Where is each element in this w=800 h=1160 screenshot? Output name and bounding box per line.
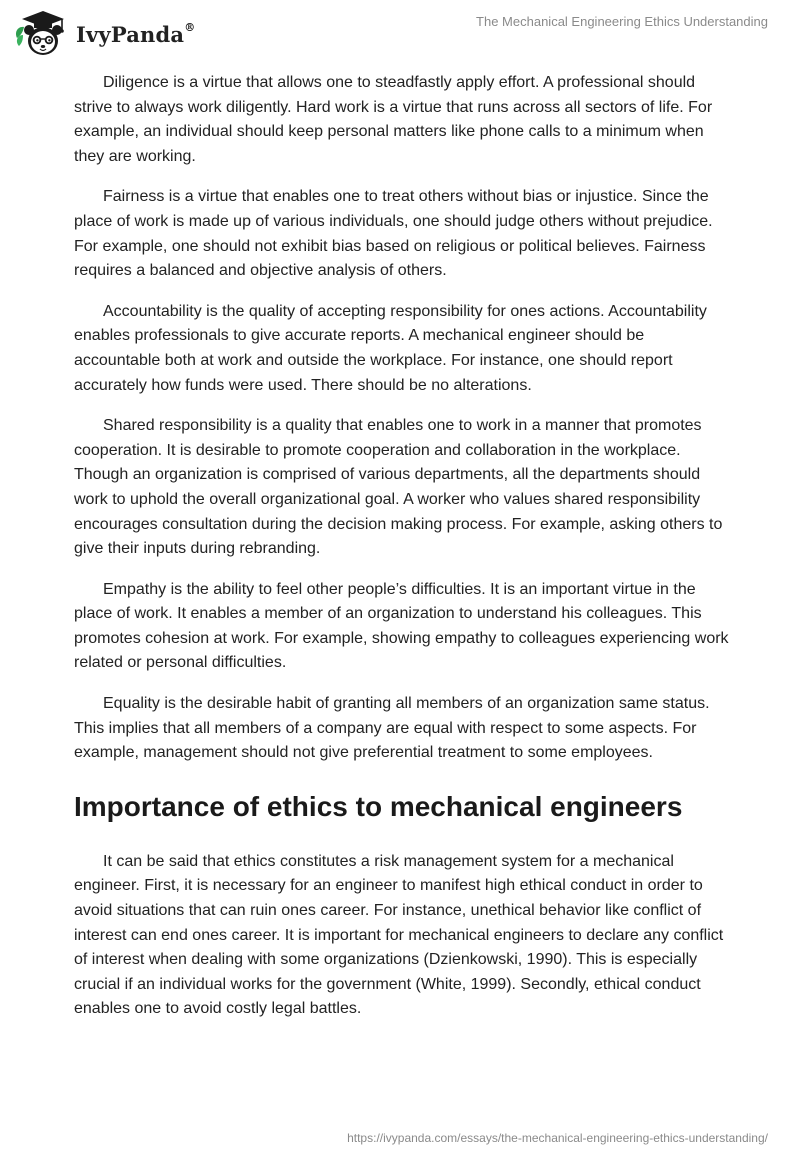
ivypanda-logo[interactable] <box>14 8 195 60</box>
paragraph-accountability: Accountability is the quality of accepting responsibility for ones actions. Accountability enables professionals to give accurate reports. A mechanical engineer should be accountable both at work and outside the workplace. For instance, one should report accurately how funds were used. There should be no alterations. <box>74 302 707 394</box>
paragraph-risk-management: It can be said that ethics constitutes a risk management system for a mechanical engineer. First, it is necessary for an engineer to manifest high ethical conduct in order to avoid situations that can ruin ones career. For instance, unethical behavior like conflict of interest can end ones career. It is important for mechanical engineers to declare any conflict of interest when dealing with some organizations (Dzienkowski, 1990). This is especially crucial if an individual works for the government (White, 1999). Secondly, ethical conduct enables one to avoid costly legal battles. <box>74 852 724 1018</box>
paragraph-equality: Equality is the desirable habit of granting all members of an organization same status. This implies that all members of a company are equal with respect to some aspects. For example, management should not give preferential treatment to some employees. <box>74 695 710 762</box>
paragraph-fairness: Fairness is a virtue that enables one to treat others without bias or injustice. Since the place of work is made up of various individuals, one should judge others without prejudice. For example, one should not exhibit bias based on religious or political believes. Fairness requires a balanced and objective analysis of others. <box>74 188 713 280</box>
paragraph-diligence: Diligence is a virtue that allows one to steadfastly apply effort. A professional should strive to always work diligently. Hard work is a virtue that runs across all sectors of life. For example, an individual should keep personal matters like phone calls to a minimum when they are working. <box>74 74 713 165</box>
essay-content <box>74 71 734 1038</box>
brand-name: IvyPanda® <box>76 20 196 47</box>
paragraph-shared-responsibility: Shared responsibility is a quality that enables one to work in a manner that promotes cooperation. It is desirable to promote cooperation and collaboration in the workplace. Though an organization is comprised of various departments, all the departments should work to uphold the overall organizational goal. A worker who values shared responsibility encourages consultation during the decision making process. For example, asking others to give their inputs during rebranding. <box>74 417 723 558</box>
document-title: The Mechanical Engineering Ethics Understanding <box>476 14 768 29</box>
source-url[interactable]: https://ivypanda.com/essays/the-mechanical-engineering-ethics-understanding/ <box>347 1131 768 1145</box>
page-header <box>0 0 800 66</box>
trademark-symbol: ® <box>184 20 196 34</box>
paragraph-empathy: Empathy is the ability to feel other people’s difficulties. It is an important virtue in the place of work. It enables a member of an organization to understand his colleagues. This promotes cohesion at work. For example, showing empathy to colleagues experiencing work related or personal difficulties. <box>74 580 729 672</box>
panda-graduate-icon <box>14 8 72 60</box>
section-heading: Importance of ethics to mechanical engineers <box>74 790 683 822</box>
